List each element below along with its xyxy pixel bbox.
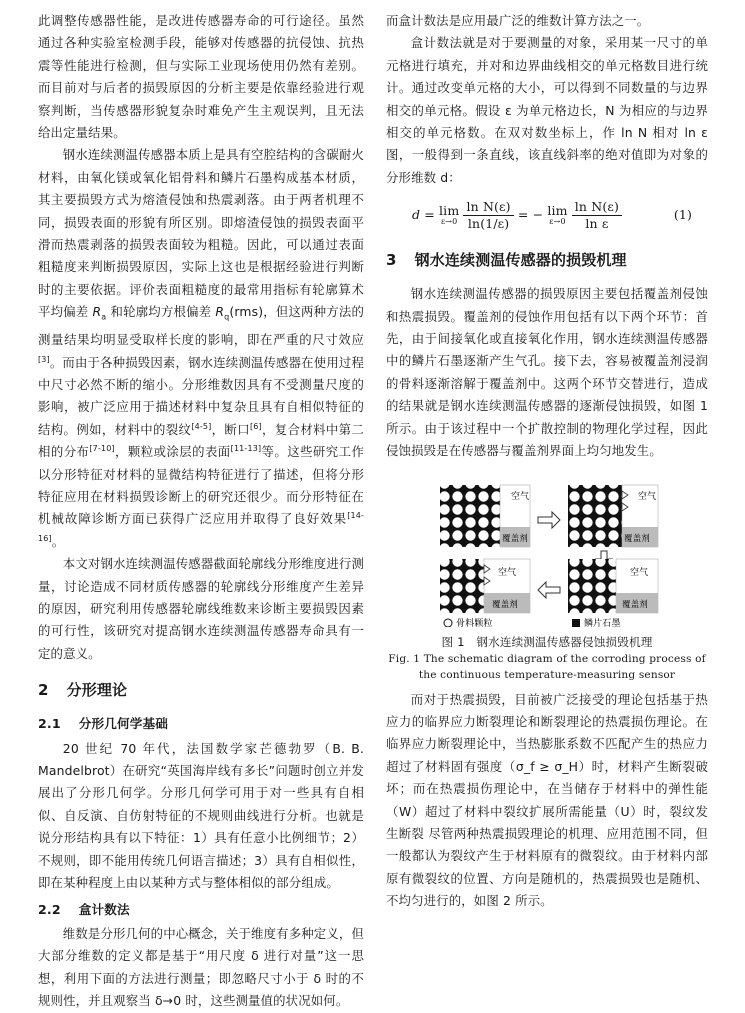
legend-aggregate: 骨料颗粒	[456, 618, 493, 627]
limit-operator: lim ε→0	[547, 203, 568, 227]
citation: [3]	[38, 354, 50, 364]
arrow-left-icon	[538, 582, 560, 598]
figure-caption-en: Fig. 1 The schematic diagram of the corroding process of the continuous temperature-measuring sensor	[388, 652, 706, 681]
equation-body: d = lim ε→0 $\frac{\text{ln N(ε)}}{\ln(1/\varepsilon)}$ = − lim ε→0 $\frac{\text{ln N(ε)}}{\text{ln ε}}$	[412, 199, 622, 232]
subsection-heading: 2.1 分形几何学基础	[38, 716, 168, 732]
right-column	[386, 10, 708, 913]
limit-operator: lim ε→0	[439, 203, 460, 227]
equation-number: (1)	[673, 207, 692, 223]
citation: [4-5]	[191, 421, 212, 431]
paragraph: 本文对钢水连续测温传感器截面轮廓线分形维度进行测量，讨论造成不同材质传感器的轮廓线分形维度产生差异的原因，研究利用传感器轮廓线维数来诊断主要损毁因素的可行性，该研究对提高钢水连续测温传感器寿命具有一定的意义。	[38, 556, 364, 661]
label-air: 空气	[630, 567, 649, 578]
figure-caption-cn: 图 1 钢水连续测温传感器侵蚀损毁机理	[441, 634, 653, 649]
label-slag: 覆盖剂	[622, 599, 648, 610]
arrow-right-icon	[538, 512, 560, 528]
label-air: 空气	[511, 491, 530, 502]
section-heading: 2 分形理论	[38, 681, 128, 700]
label-slag: 覆盖剂	[492, 599, 518, 610]
aggregate-legend-icon	[444, 619, 452, 627]
paragraph: 钢水连续测温传感器的损毁原因主要包括覆盖剂侵蚀和热震损毁。覆盖剂的侵蚀作用包括有以下两个环节：首先，由于间接氧化或直接氧化作用，钢水连续测温传感器中的鳞片石墨逐渐产生气孔。接下去，容易被覆盖剂浸润的骨料逐渐溶解于覆盖剂中。这两个环节交替进行，造成的结果就是钢水连续测温传感器的逐渐侵蚀损毁，如图 1 所示。由于该过程中一个扩散控制的物理化学过程，因此侵蚀损毁是在传感器与覆盖剂界面上均匀地发生。	[386, 286, 708, 459]
corrosion-diagram	[386, 477, 708, 627]
citation: [11-13]	[230, 444, 262, 454]
paragraph: 维数是分形几何的中心概念，关于维度有多种定义，但大部分维数的定义都是基于“用尺度 δ 进行对量”这一思想，利用下面的方法进行测量；即忽略尺寸小于 δ 时的不规则性，并且观察当 δ→0 时，这些测量值的状况如何。	[38, 925, 364, 1009]
fraction: $\frac{\text{ln N(ε)}}{\ln(1/\varepsilon)}$	[463, 199, 513, 232]
left-column	[38, 10, 364, 1013]
paragraph: 而对于热震损毁，目前被广泛接受的理论包括基于热应力的临界应力断裂理论和断裂理论的热震损伤理论。在临界应力断裂理论中，当热膨胀系数不匹配产生的热应力超过了材料固有强度（σ_f ≥ σ_H）时，材料产生断裂破坏；而在热震损伤理论中，在当储存于材料中的弹性能（W）超过了材料中裂纹扩展所需能量（U）时，裂纹发生断裂 尽管两种热震损毁理论的机理、应用范围不同，但一般都认为裂纹产生于材料原有的微裂纹。由于材料内部原有微裂纹的位置、方向是随机的，热震损毁也是随机、不均匀进行的，如图 2 所示。	[386, 691, 708, 909]
section-heading: 3 钢水连续测温传感器的损毁机理	[386, 251, 627, 270]
label-slag: 覆盖剂	[502, 533, 528, 544]
paragraph: 盒计数法就是对于要测量的对象，采用某一尺寸的单元格进行填充，并对和边界曲线相交的单元格数目进行统计。通过改变单元格的大小，可以得到不同数量的与边界相交的单元格。假设 ε 为单元格边长，N 为相应的与边界相交的单元格数。在双对数坐标上，作 ln N 相对 ln ε 图，一般得到一条直线，该直线斜率的绝对值即为对象的分形维数 d：	[386, 35, 708, 185]
label-slag: 覆盖剂	[624, 533, 650, 544]
fraction: $\frac{\text{ln N(ε)}}{\text{ln ε}}$	[572, 199, 622, 232]
citation: [7-10]	[89, 444, 115, 454]
paragraph: 而盒计数法是应用最广泛的维数计算方法之一。	[386, 13, 650, 28]
graphite-legend-icon	[572, 619, 580, 627]
citation: [14-16]	[38, 511, 364, 543]
paragraph: 此调整传感器性能，是改进传感器寿命的可行途径。虽然通过各种实验室检测手段，能够对传感器的抗侵蚀、抗热震等性能进行检测，但与实际工业现场使用仍然有差别。而目前对与后者的损毁原因的分析主要是依靠经验进行观察判断，当传感器形貌复杂时难免产生主观误判，且无法给出定量结果。	[38, 13, 364, 141]
subsection-heading: 2.2 盒计数法	[38, 901, 130, 917]
label-air: 空气	[498, 567, 517, 578]
legend-graphite: 鳞片石墨	[584, 618, 621, 627]
paragraph: 钢水连续测温传感器本质上是具有空腔结构的含碳耐火材料，由氧化镁或氧化铝骨料和鳞片石墨构成基本材质，其主要损毁方式为熔渣侵蚀和热震剥落。由于两者机理不同，损毁表面的形貌有所区别。即熔渣侵蚀的损毁表面平滑而热震剥落的损毁表面较为粗糙。因此，可以通过表面粗糙度来判断损毁原因，实际上这也是根据经验进行判断时的主要依据。评价表面粗糙度的最常用指标有轮廓算术平均偏差 $R_a$ 和轮廓均方根偏差 $R_q(rms)$，但这两种方法的测量结果均明显受取样长度的影响，即在严重的尺寸效应[3]。而由于各种损毁因素，钢水连续测温传感器在使用过程中尺寸必然不断的缩小。分形维数因具有不受测量尺度的影响，被广泛应用于描述材料中复杂且具有自相似特征的结构。例如，材料中的裂纹[4-5]，断口[6]，复合材料中第二相的分布[7-10]，颗粒或涂层的表面[11-13]等。这些研究工作以分形特征对材料的显微结构特征进行了描述，但将分形特征应用在材料损毁诊断上的研究还很少。而分形特征在机械故障诊断方面已获得广泛应用并取得了良好效果[14-16]。	[38, 147, 365, 549]
citation: [6]	[249, 421, 262, 431]
label-air: 空气	[638, 491, 657, 502]
paragraph: 20 世纪 70 年代，法国数学家芒德勃罗（B. B. Mandelbrot）在研究“英国海岸线有多长”问题时创立并发展出了分形几何学。分形几何学可用于对一些具有自相似、自反演、自仿射特征的不规则曲线进行分析。也就是说分形结构具有以下特征：1）具有任意小比例细节；2）不规则，即不能用传统几何语言描述；3）具有自相似性，即在某种程度上由以某种方式与整体相似的部分组成。	[38, 740, 364, 891]
figure-1	[386, 477, 708, 627]
equation	[386, 195, 708, 235]
